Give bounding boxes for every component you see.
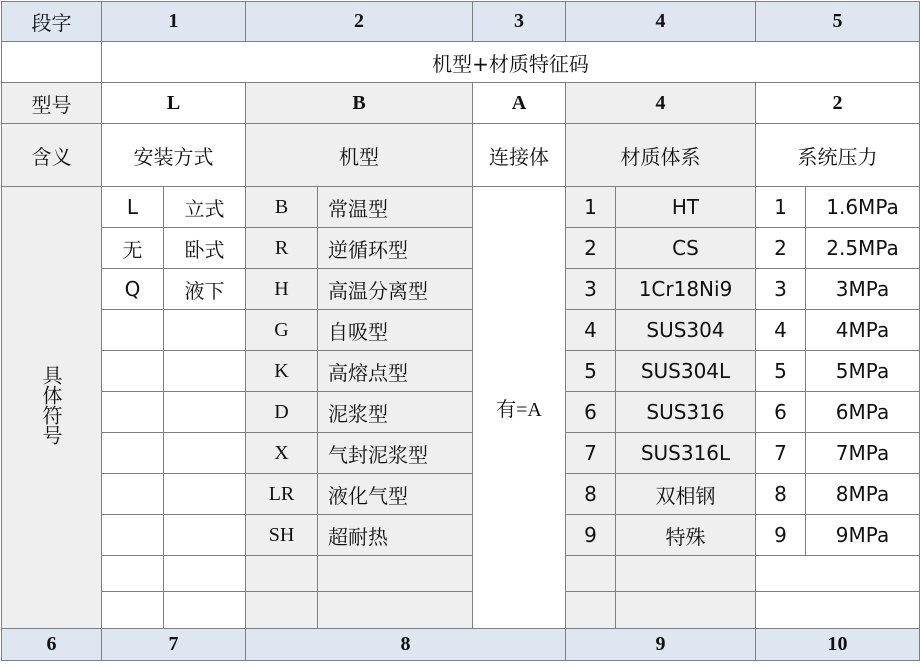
pressure-name: 5MPa [806, 351, 920, 392]
model-code: B [246, 187, 318, 228]
material-code: 1 [566, 187, 616, 228]
meaning-pressure: 系统压力 [756, 124, 920, 187]
type-value-1: L [102, 83, 246, 124]
model-code: D [246, 392, 318, 433]
table-row [2, 556, 920, 592]
model-name: 自吸型 [318, 310, 473, 351]
footer-segment-7: 7 [102, 629, 246, 661]
pressure-name: 3MPa [806, 269, 920, 310]
material-name: 1Cr18Ni9 [616, 269, 756, 310]
material-name: SUS316L [616, 433, 756, 474]
material-code: 5 [566, 351, 616, 392]
pressure-code: 1 [756, 187, 806, 228]
model-code-empty [246, 592, 318, 629]
table-row [2, 474, 920, 515]
model-name: 逆循环型 [318, 228, 473, 269]
type-row-label: 型号 [2, 83, 102, 124]
connector-value: 有=A [473, 187, 566, 629]
pressure-empty [756, 592, 920, 629]
pressure-code: 5 [756, 351, 806, 392]
install-name-empty [164, 592, 246, 629]
model-name: 气封泥浆型 [318, 433, 473, 474]
install-name: 立式 [164, 187, 246, 228]
segment-1: 1 [102, 2, 246, 42]
material-name: SUS304L [616, 351, 756, 392]
model-name: 高温分离型 [318, 269, 473, 310]
pressure-code: 2 [756, 228, 806, 269]
material-name: CS [616, 228, 756, 269]
table-row [2, 515, 920, 556]
install-code-empty [102, 474, 164, 515]
install-code: L [102, 187, 164, 228]
install-code: Q [102, 269, 164, 310]
segment-footer-row [2, 629, 920, 661]
table-row [2, 592, 920, 629]
install-code-empty [102, 392, 164, 433]
segment-5: 5 [756, 2, 920, 42]
meaning-connector: 连接体 [473, 124, 566, 187]
table-row [2, 269, 920, 310]
pressure-name: 1.6MPa [806, 187, 920, 228]
pressure-code: 6 [756, 392, 806, 433]
install-code-empty [102, 433, 164, 474]
model-name: 常温型 [318, 187, 473, 228]
install-name-empty [164, 515, 246, 556]
model-code: LR [246, 474, 318, 515]
material-code: 6 [566, 392, 616, 433]
type-value-4: 4 [566, 83, 756, 124]
install-name-empty [164, 310, 246, 351]
symbols-label: 具体符号 [39, 365, 63, 445]
material-code-empty [566, 592, 616, 629]
segment-header-row [2, 2, 920, 42]
pressure-name: 6MPa [806, 392, 920, 433]
model-name: 高熔点型 [318, 351, 473, 392]
type-row [2, 83, 920, 124]
install-name-empty [164, 392, 246, 433]
segment-header-label: 段字 [2, 2, 102, 42]
footer-segment-9: 9 [566, 629, 756, 661]
pressure-code: 7 [756, 433, 806, 474]
material-code-empty [566, 556, 616, 592]
type-value-5: 2 [756, 83, 920, 124]
title-row-blank [2, 42, 102, 83]
table-row [2, 392, 920, 433]
pressure-code: 8 [756, 474, 806, 515]
model-code-table [1, 1, 920, 661]
material-name: 双相钢 [616, 474, 756, 515]
install-code: 无 [102, 228, 164, 269]
footer-segment-10: 10 [756, 629, 920, 661]
pressure-code: 3 [756, 269, 806, 310]
table-row [2, 433, 920, 474]
material-name-empty [616, 592, 756, 629]
install-name-empty [164, 556, 246, 592]
meaning-row-label: 含义 [2, 124, 102, 187]
model-name: 液化气型 [318, 474, 473, 515]
footer-segment-8: 8 [246, 629, 566, 661]
install-name: 卧式 [164, 228, 246, 269]
material-name-empty [616, 556, 756, 592]
model-code: K [246, 351, 318, 392]
segment-4: 4 [566, 2, 756, 42]
meaning-material: 材质体系 [566, 124, 756, 187]
table-row [2, 228, 920, 269]
table-row [2, 351, 920, 392]
install-code-empty [102, 556, 164, 592]
install-code-empty [102, 592, 164, 629]
model-name: 超耐热 [318, 515, 473, 556]
model-code: G [246, 310, 318, 351]
pressure-code: 9 [756, 515, 806, 556]
model-code: H [246, 269, 318, 310]
install-code-empty [102, 351, 164, 392]
pressure-name: 4MPa [806, 310, 920, 351]
install-name-empty [164, 474, 246, 515]
footer-segment-6: 6 [2, 629, 102, 661]
pressure-name: 7MPa [806, 433, 920, 474]
install-name-empty [164, 433, 246, 474]
pressure-name: 9MPa [806, 515, 920, 556]
type-value-3: A [473, 83, 566, 124]
segment-3: 3 [473, 2, 566, 42]
pressure-name: 2.5MPa [806, 228, 920, 269]
model-code: SH [246, 515, 318, 556]
meaning-row [2, 124, 920, 187]
title-row [2, 42, 920, 83]
pressure-empty [756, 556, 920, 592]
pressure-code: 4 [756, 310, 806, 351]
material-code: 2 [566, 228, 616, 269]
material-code: 7 [566, 433, 616, 474]
table-title: 机型+材质特征码 [102, 42, 920, 83]
material-code: 9 [566, 515, 616, 556]
type-value-2: B [246, 83, 473, 124]
table-row [2, 187, 920, 228]
model-name-empty [318, 592, 473, 629]
install-name: 液下 [164, 269, 246, 310]
segment-2: 2 [246, 2, 473, 42]
install-code-empty [102, 310, 164, 351]
model-code: X [246, 433, 318, 474]
material-code: 3 [566, 269, 616, 310]
install-name-empty [164, 351, 246, 392]
meaning-install: 安装方式 [102, 124, 246, 187]
material-name: HT [616, 187, 756, 228]
model-name: 泥浆型 [318, 392, 473, 433]
install-code-empty [102, 515, 164, 556]
model-code-empty [246, 556, 318, 592]
material-name: 特殊 [616, 515, 756, 556]
meaning-model: 机型 [246, 124, 473, 187]
material-code: 8 [566, 474, 616, 515]
model-name-empty [318, 556, 473, 592]
material-name: SUS304 [616, 310, 756, 351]
material-name: SUS316 [616, 392, 756, 433]
model-code: R [246, 228, 318, 269]
pressure-name: 8MPa [806, 474, 920, 515]
symbols-label-cell [2, 187, 102, 629]
material-code: 4 [566, 310, 616, 351]
table-row [2, 310, 920, 351]
